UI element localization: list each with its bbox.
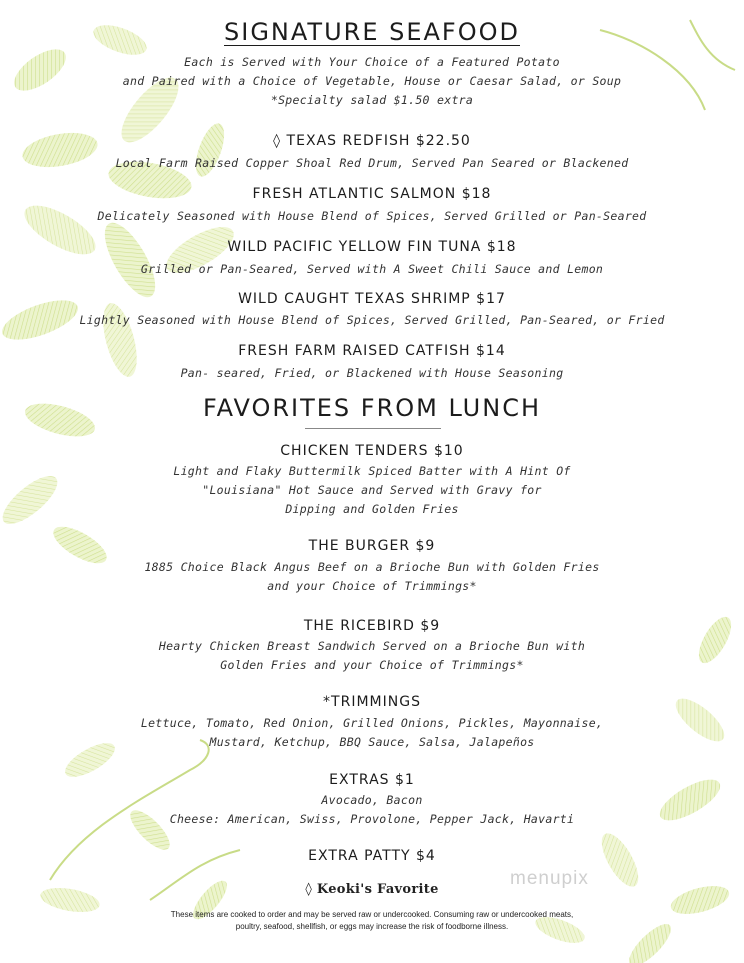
menu-item-desc: Avocado, Bacon bbox=[321, 793, 423, 807]
menu-item-texas-redfish: ◊ TEXAS REDFISH $22.50 bbox=[273, 133, 471, 149]
disclaimer-line-2: poultry, seafood, shellfish, or eggs may increase the risk of foodborne illness. bbox=[235, 922, 509, 931]
signature-intro-line-2: and Paired with a Choice of Vegetable, House or Caesar Salad, or Soup bbox=[122, 74, 622, 88]
menu-item-texas-shrimp: WILD CAUGHT TEXAS SHRIMP $17 bbox=[238, 291, 506, 307]
menu-item-desc: Cheese: American, Swiss, Provolone, Pepper Jack, Havarti bbox=[169, 812, 575, 826]
lunch-title: FAVORITES FROM LUNCH bbox=[202, 394, 542, 422]
menu-item-desc: Hearty Chicken Breast Sandwich Served on a Brioche Bun with bbox=[158, 639, 586, 653]
menu-item-desc: Lightly Seasoned with House Blend of Spices, Served Grilled, Pan-Seared, or Fried bbox=[79, 313, 665, 327]
menu-item-desc: 1885 Choice Black Angus Beef on a Brioche Bun with Golden Fries bbox=[144, 560, 600, 574]
menu-item-desc: Golden Fries and your Choice of Trimmings* bbox=[220, 658, 524, 672]
signature-intro-line-1: Each is Served with Your Choice of a Featured Potato bbox=[184, 55, 560, 69]
menu-item-desc: Grilled or Pan-Seared, Served with A Sweet Chili Sauce and Lemon bbox=[140, 262, 604, 276]
menu-item-atlantic-salmon: FRESH ATLANTIC SALMON $18 bbox=[252, 186, 492, 202]
menu-item-trimmings: *TRIMMINGS bbox=[323, 694, 421, 710]
watermark: menupix bbox=[510, 868, 589, 889]
menu-item-burger: THE BURGER $9 bbox=[308, 538, 436, 554]
signature-title: SIGNATURE SEAFOOD bbox=[224, 18, 520, 46]
menu-item-catfish: FRESH FARM RAISED CATFISH $14 bbox=[238, 343, 506, 359]
menu-item-desc: Lettuce, Tomato, Red Onion, Grilled Onions, Pickles, Mayonnaise, bbox=[140, 716, 604, 730]
menu-item-desc: Mustard, Ketchup, BBQ Sauce, Salsa, Jalapeños bbox=[209, 735, 535, 749]
signature-intro-line-3: *Specialty salad $1.50 extra bbox=[270, 93, 474, 107]
menu-item-desc: Pan- seared, Fried, or Blackened with House Seasoning bbox=[180, 366, 564, 380]
lunch-title-underline bbox=[305, 428, 441, 429]
menu-item-chicken-tenders: CHICKEN TENDERS $10 bbox=[280, 443, 464, 459]
menu-item-desc: Local Farm Raised Copper Shoal Red Drum, Served Pan Seared or Blackened bbox=[115, 156, 629, 170]
menu-item-desc: "Louisiana" Hot Sauce and Served with Gravy for bbox=[202, 483, 542, 497]
menu-item-yellow-fin-tuna: WILD PACIFIC YELLOW FIN TUNA $18 bbox=[227, 239, 517, 255]
menu-item-extras: EXTRAS $1 bbox=[329, 772, 415, 788]
keokis-favorite-legend: ◊ Keoki's Favorite bbox=[305, 882, 439, 897]
menu-item-desc: Dipping and Golden Fries bbox=[285, 502, 459, 516]
menu-item-extra-patty: EXTRA PATTY $4 bbox=[308, 848, 436, 864]
menu-item-desc: Delicately Seasoned with House Blend of Spices, Served Grilled or Pan-Seared bbox=[97, 209, 647, 223]
disclaimer-line-1: These items are cooked to order and may be served raw or undercooked. Consuming raw or undercooked meats, bbox=[170, 910, 574, 919]
menu-item-desc: and your Choice of Trimmings* bbox=[267, 579, 477, 593]
menu-item-desc: Light and Flaky Buttermilk Spiced Batter with A Hint Of bbox=[173, 464, 571, 478]
menu-item-ricebird: THE RICEBIRD $9 bbox=[303, 618, 441, 634]
